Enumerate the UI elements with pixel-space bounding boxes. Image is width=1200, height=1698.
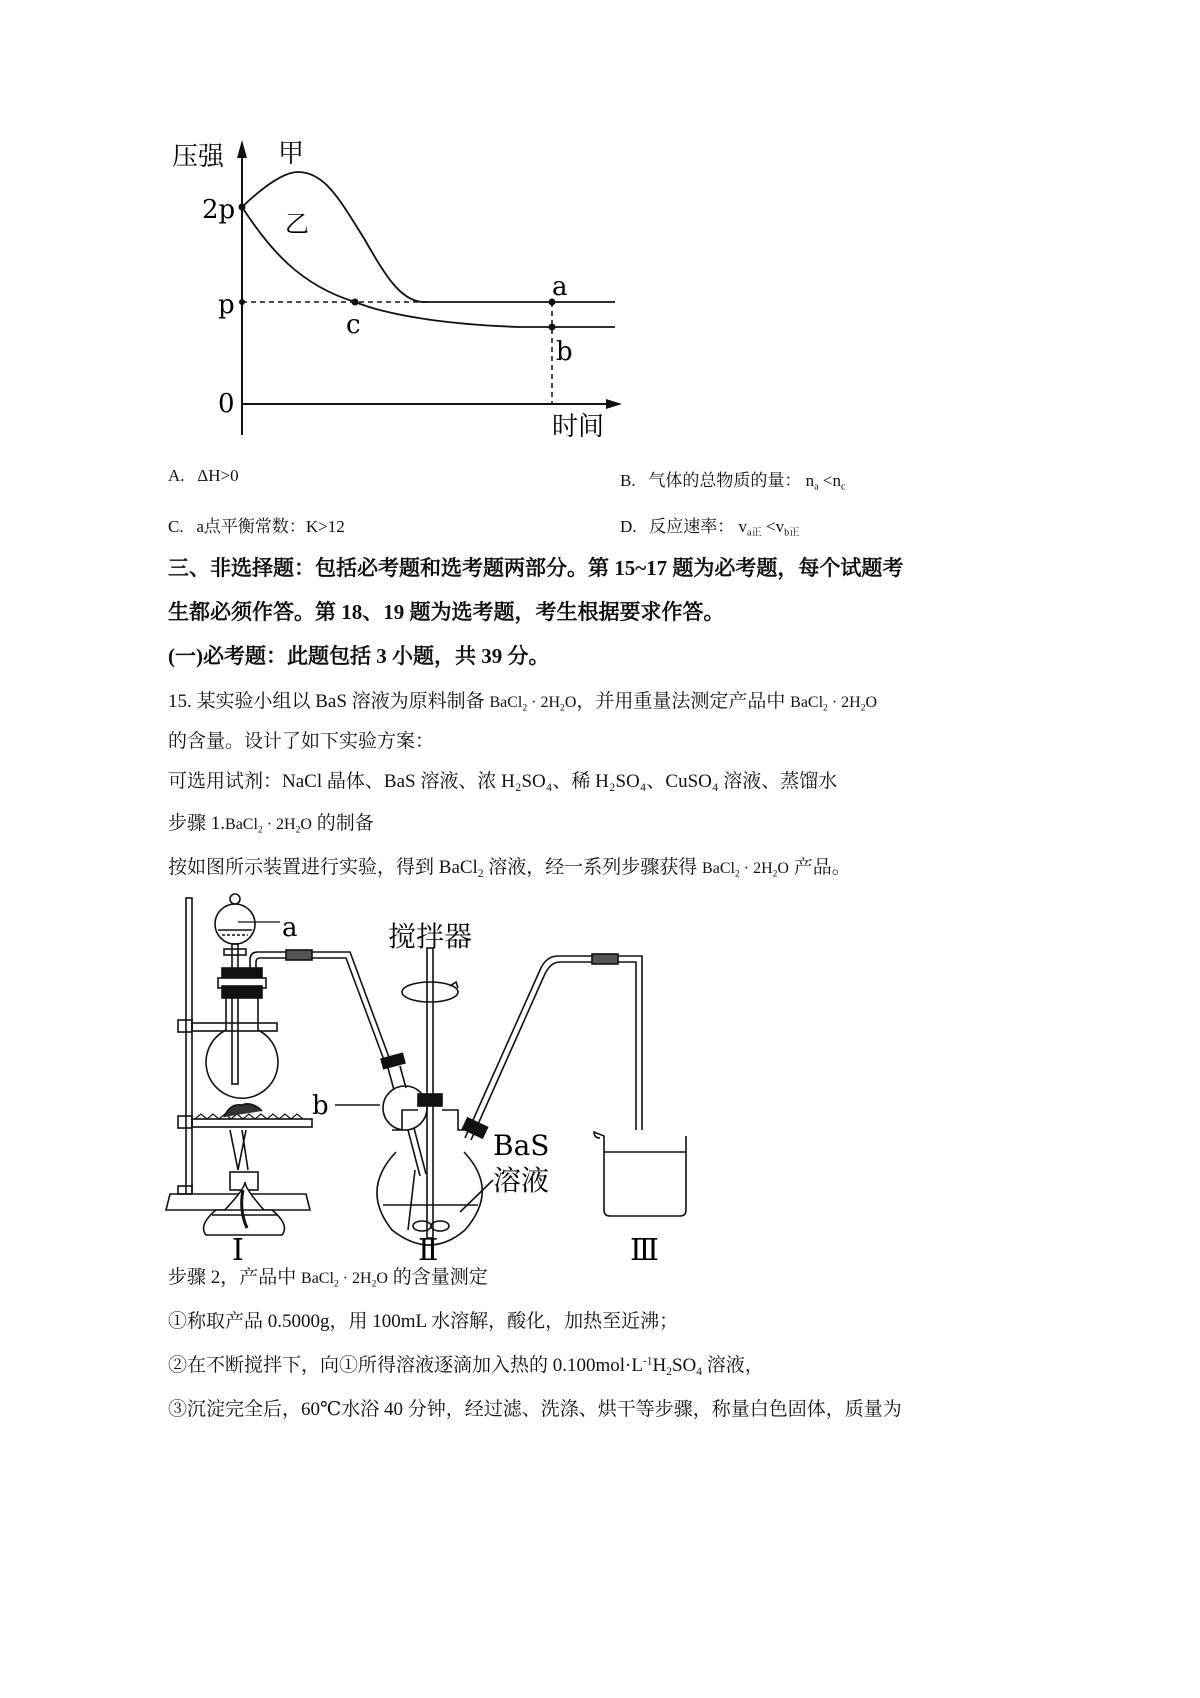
- option-d-prefix: 反应速率：: [649, 517, 735, 536]
- x-axis-arrow: [606, 399, 622, 409]
- unit-label-3: Ⅲ: [630, 1233, 659, 1260]
- option-b-prefix: 气体的总物质的量：: [648, 471, 802, 490]
- formula-bacl2-2h2o: BaCl$_2$ · $2H_2O$: [790, 694, 878, 714]
- point-2p: [239, 204, 246, 211]
- formula-bacl2-2h2o: BaCl$_2$ · $2H_2O$: [225, 816, 312, 836]
- beaker: [594, 1132, 686, 1216]
- option-a[interactable]: [168, 466, 239, 486]
- delivery-tube-1: [250, 950, 390, 1060]
- label-solution: 溶液: [493, 1164, 550, 1197]
- option-b[interactable]: B. 气体的总物质的量： $n_a <n_c$: [620, 471, 846, 493]
- point-a-label: a: [552, 272, 568, 302]
- step2-item-3: ③沉淀完全后，60℃水浴 40 分钟，经过滤、洗涤、烘干等步骤，称量白色固体，质量为: [168, 1399, 902, 1420]
- alcohol-lamp: [204, 1130, 285, 1235]
- apparatus-diagram: [160, 890, 700, 1260]
- point-c-label: c: [346, 310, 361, 340]
- round-bottom-flask: [206, 968, 278, 1117]
- section3-line2: 生都必须作答。第 18、19 题为选考题，考生根据要求作答。: [168, 600, 725, 624]
- option-d-letter: D.: [620, 517, 637, 536]
- tick-p: p: [218, 290, 235, 320]
- q15-line1: 15. 某实验小组以 BaS 溶液为原料制备 BaCl$_2$ · $2H_2O$，并用重量法测定产品中 BaCl$_2$ · $2H_2O$: [168, 691, 878, 714]
- option-c-letter: C.: [168, 517, 184, 536]
- tick-2p: 2p: [202, 195, 236, 225]
- step2-item-2: ②在不断搅拌下，向①所得溶液逐滴加入热的 $0.100mol\cdot L^{-1}H_2SO_4$ 溶液，: [168, 1355, 764, 1378]
- option-a-letter: A.: [168, 466, 185, 485]
- label-b: b: [312, 1091, 329, 1121]
- formula-bacl2-2h2o: BaCl$_2$ · $2H_2O$: [489, 694, 577, 714]
- option-a-text: ΔH>0: [197, 466, 239, 485]
- q15-line2: 的含量。设计了如下实验方案：: [168, 731, 435, 752]
- reagent-item: 浓 H₂SO₄: [477, 771, 553, 792]
- reagents-line: 可选用试剂：NaCl 晶体、BaS 溶液、浓 H₂SO₄、稀 H₂SO₄、CuSO₄ 溶液、蒸馏水: [168, 771, 838, 792]
- label-a: a: [282, 913, 298, 943]
- formula-bacl2-2h2o: BaCl$_2$ · $2H_2O$: [702, 860, 789, 880]
- reagent-item: 蒸馏水: [780, 771, 838, 792]
- three-neck-flask: [377, 1094, 493, 1245]
- pressure-time-graph: [160, 130, 630, 450]
- label-stirrer: 搅拌器: [388, 920, 473, 953]
- option-c-text: a点平衡常数：K>12: [196, 517, 345, 536]
- reagent-item: BaS 溶液: [383, 771, 459, 792]
- section3-subheading: (一)必考题：此题包括 3 小题，共 39 分。: [168, 644, 550, 668]
- step1-desc: 按如图所示装置进行实验，得到 BaCl$_2$ 溶液，经一系列步骤获得 BaCl$_2$ · $2H_2O$ 产品。: [168, 857, 851, 880]
- reagent-item: 稀 H₂SO₄: [571, 771, 647, 792]
- point-c-dot: [352, 299, 359, 306]
- reagent-item: NaCl 晶体: [282, 771, 365, 792]
- reagent-item: CuSO₄ 溶液: [665, 771, 762, 792]
- option-b-letter: B.: [620, 471, 636, 490]
- delivery-tube-2: [462, 954, 642, 1140]
- option-d[interactable]: D. 反应速率： $v_{a正} <v_{b正}$: [620, 517, 800, 539]
- y-axis-label: 压强: [172, 142, 225, 172]
- origin-label: 0: [218, 389, 235, 419]
- label-bas: BaS: [493, 1129, 550, 1162]
- point-b-label: b: [556, 337, 573, 367]
- formula-bacl2-2h2o: BaCl$_2$ · $2H_2O$: [301, 1270, 388, 1290]
- formula-bacl2: BaCl$_2$: [438, 857, 484, 880]
- step2-item-1: ①称取产品 0.5000g，用 100mL 水溶解，酸化，加热至近沸；: [168, 1311, 679, 1332]
- x-axis-label: 时间: [552, 412, 605, 442]
- section3-line1: 三、非选择题：包括必考题和选考题两部分。第 15~17 题为必考题，每个试题考: [168, 556, 904, 580]
- stirrer: [402, 948, 458, 1238]
- step2-heading: 步骤 2，产品中 BaCl$_2$ · $2H_2O$ 的含量测定: [168, 1267, 488, 1290]
- safety-bulb-b: [335, 1053, 427, 1176]
- curve-jia-label: 甲: [278, 139, 305, 169]
- point-p: [239, 299, 245, 305]
- option-c[interactable]: [168, 512, 345, 537]
- step1-heading: 步骤 1.BaCl$_2$ · $2H_2O$ 的制备: [168, 813, 374, 836]
- y-axis-arrow: [237, 140, 247, 158]
- curve-yi-label: 乙: [285, 210, 309, 238]
- unit-label-2: Ⅱ: [418, 1233, 439, 1260]
- unit-label-1: Ⅰ: [232, 1233, 244, 1260]
- point-b-dot: [549, 324, 556, 331]
